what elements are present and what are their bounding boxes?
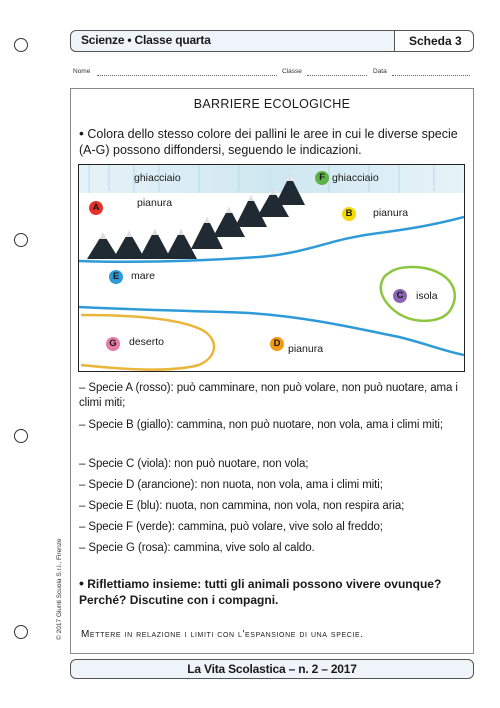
- reflection-bullet: •: [79, 575, 84, 591]
- reflection-prompt: [79, 575, 469, 608]
- dot-e-letter: E: [112, 271, 120, 282]
- species-c: – Specie C (viola): non può nuotare, non vola;: [79, 458, 309, 470]
- label-island: isola: [416, 290, 438, 302]
- footer-bar: [70, 659, 474, 679]
- header-bar: [70, 30, 474, 52]
- learning-goal: Mettere in relazione i limiti con l'espansione di una specie.: [81, 629, 364, 640]
- date-label: Data: [373, 68, 387, 75]
- dot-a: [89, 201, 103, 215]
- worksheet-title: BARRIERE ECOLOGICHE: [193, 97, 351, 111]
- label-glacier-left: ghiacciaio: [134, 172, 181, 184]
- dot-g: [106, 337, 120, 351]
- species-a: – Specie A (rosso): può camminare, non può volare, non può nuotare, ama i climi miti;: [79, 382, 458, 409]
- name-label: Nome: [73, 68, 91, 75]
- label-desert: deserto: [129, 336, 165, 348]
- binder-hole: [14, 233, 28, 247]
- dot-e: [109, 270, 123, 284]
- dot-d: [270, 337, 284, 351]
- class-field[interactable]: [307, 75, 367, 76]
- footer-text: La Vita Scolastica – n. 2 – 2017: [187, 662, 357, 676]
- header-title: Scienze • Classe quarta: [81, 33, 211, 47]
- dot-a-letter: A: [92, 202, 100, 213]
- species-g: – Specie G (rosa): cammina, vive solo al caldo.: [79, 542, 315, 554]
- student-fields: [73, 68, 471, 80]
- label-plain-bottom: pianura: [288, 343, 324, 355]
- name-field[interactable]: [97, 75, 277, 76]
- species-d: – Specie D (arancione): non nuota, non vola, ama i climi miti;: [79, 479, 383, 491]
- binder-hole: [14, 38, 28, 52]
- dot-f-letter: F: [319, 172, 325, 183]
- label-sea: mare: [131, 270, 155, 282]
- label-glacier-right: ghiacciaio: [332, 172, 379, 184]
- species-b: – Specie B (giallo): cammina, non può nuotare, non vola, ama i climi miti;: [79, 419, 443, 431]
- label-plain-left: pianura: [137, 197, 173, 209]
- reflection-text: Riflettiamo insieme: tutti gli animali possono vivere ovunque? Perché? Discutine con i compagni.: [79, 577, 442, 607]
- ecological-map: [78, 164, 465, 372]
- sheet-label: Scheda 3: [409, 34, 462, 48]
- dot-g-letter: G: [109, 338, 117, 349]
- class-label: Classe: [282, 68, 302, 75]
- dot-c-letter: C: [396, 290, 404, 301]
- instruction: [79, 125, 469, 158]
- binder-hole: [14, 429, 28, 443]
- copyright-note: © 2017 Giunti Scuola S.r.l., Firenze: [56, 538, 63, 640]
- dot-d-letter: D: [273, 338, 281, 349]
- dot-b-letter: B: [345, 208, 353, 219]
- species-f: – Specie F (verde): cammina, può volare, vive solo al freddo;: [79, 521, 383, 533]
- worksheet-card: [70, 88, 474, 654]
- dot-f: [315, 171, 329, 185]
- label-plain-right: pianura: [373, 207, 409, 219]
- dot-b: [342, 207, 356, 221]
- binder-hole: [14, 625, 28, 639]
- date-field[interactable]: [392, 75, 470, 76]
- dot-c: [393, 289, 407, 303]
- sheet-tab: [394, 30, 474, 52]
- species-e: – Specie E (blu): nuota, non cammina, non vola, non respira aria;: [79, 500, 405, 512]
- instruction-bullet: •: [79, 125, 84, 141]
- instruction-text: Colora dello stesso colore dei pallini le aree in cui le diverse specie (A-G) possono diffondersi, seguendo le indicazioni.: [79, 127, 458, 157]
